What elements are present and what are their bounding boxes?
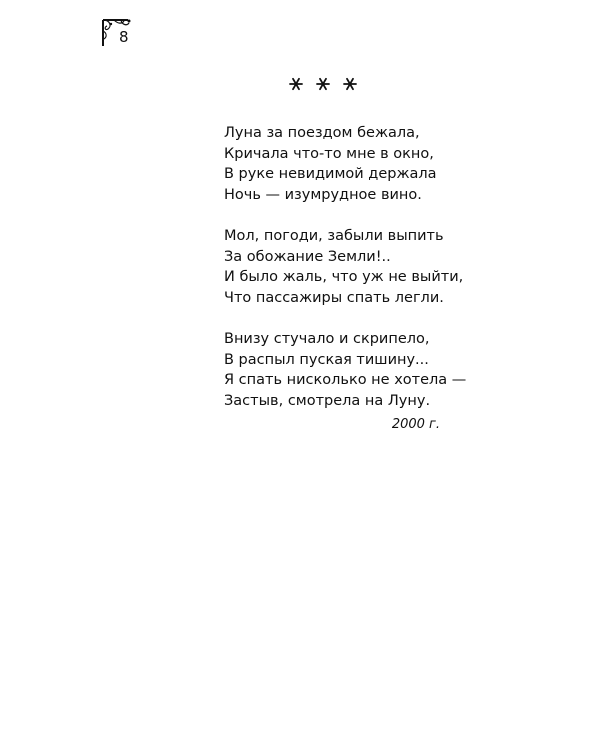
poem-line: Внизу стучало и скрипело, <box>224 331 430 347</box>
three-asterisks-icon <box>288 74 358 94</box>
poem-line: Что пассажиры спать легли. <box>224 289 444 306</box>
poem-line: Кричала что-то мне в окно, <box>224 145 434 162</box>
poem-line: И было жаль, что уж не выйти, <box>224 269 464 285</box>
poem-line: Луна за поездом бежала, <box>224 125 420 141</box>
poem <box>224 123 484 432</box>
poem-line: Я спать нисколько не хотела — <box>224 372 467 388</box>
poem-line: Мол, погоди, забыли выпить <box>224 228 444 244</box>
poem-date: 2000 г. <box>391 417 440 432</box>
stanza <box>224 329 484 411</box>
poem-line: Ночь — изумрудное вино. <box>224 186 422 203</box>
poem-line: В руке невидимой держала <box>224 166 437 182</box>
stanza <box>224 123 484 205</box>
poem-line: За обожание Земли!.. <box>224 248 391 265</box>
poem-line: В распыл пуская тишину... <box>224 351 429 368</box>
page-number: 8 <box>119 28 129 46</box>
poem-line: Застыв, смотрела на Луну. <box>224 392 431 409</box>
stanza <box>224 226 484 308</box>
